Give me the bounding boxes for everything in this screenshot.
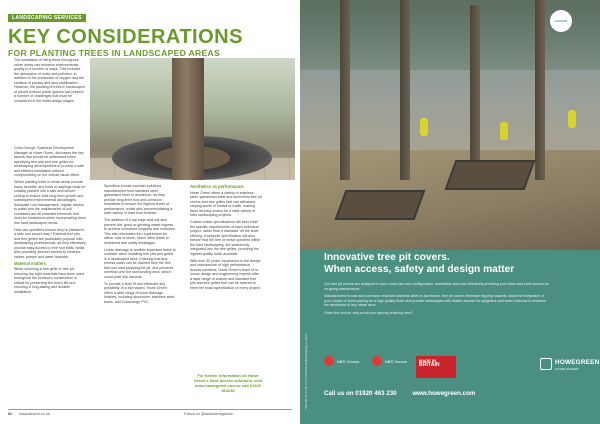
photo-credit-text: Tree Pits from HG Ltd at Thomas at Bermondsey, London	[304, 333, 308, 410]
column-heading: Aesthetics vs performance	[190, 184, 244, 189]
nbs-chorus-badge	[324, 356, 359, 366]
tree-grille-photo	[90, 58, 295, 180]
tree-trunk	[535, 0, 545, 180]
logo-subtext: FLOOR ACCESS	[555, 367, 579, 371]
ad-body	[324, 282, 552, 319]
worker	[500, 122, 508, 140]
tree-pit-frame	[335, 190, 426, 220]
tree-pit-frame	[445, 160, 536, 190]
section-tag: LANDSCAPING SERVICES	[8, 14, 86, 22]
intro-column	[14, 58, 86, 106]
subhead: FOR PLANTING TREES IN LANDSCAPED AREAS	[8, 48, 221, 58]
ad-headline	[324, 252, 584, 276]
ad-paragraph: Our tree pit covers are designed to your exact size and configuration, accessible and cost-effectively providing your trees and shelf access for on-going maintenance.	[324, 282, 549, 291]
column-heading: Material matters	[14, 260, 47, 266]
paragraph: Chris George, Business Development Manager at Howe Green, discusses the key factors that should be addressed when specifying tree pits and tree grilles for landscaping developments to provide a safe and efficient installation without compromising on the overall visual effect.	[14, 146, 85, 177]
phone-number[interactable]: Call us on 01920 463 230	[324, 390, 397, 397]
badge-label: NBS Source	[385, 358, 408, 364]
paragraph: Whilst planting trees in urban areas provide many benefits, any trees or saplings must be suitably planted into a safe and secure setting to ensure their long term growth and subsequent environmental advantages. Adequate root management, regular access to water and the maintenance of soil conditions are all essential elements that must be considered when incorporating trees into hard landscaped areas.	[14, 180, 86, 225]
paragraph: How can specifiers ensure they're planted in a safe and secure way? External tree pits and tree grilles are particularly popular with landscaping professionals, as they effectively provide easy access to tree root balls, whilst also providing discreet access to electrics, valves, pumps and water features.	[14, 227, 86, 259]
page-footer	[8, 409, 292, 416]
footer-twitter[interactable]: Follow us @landudmagazine	[184, 412, 233, 416]
paragraph: Specifiers should consider solutions manufactured from stainless steel, galvanised steel or aluminium, as they provide long-term rust and corrosion resistance to ensure the highest levels of performance, whilst also accommodating a wide variety of hard floor finishes.	[104, 184, 173, 215]
paragraph: Howe Green offers a variety of stainless steel, galvanised steel and aluminium tree pit covers and tree grilles that can withstand varying levels of footfall or traffic, making them an easy choice for a wide variety of hard landscaping projects.	[190, 190, 262, 217]
nbs-icon	[372, 356, 382, 366]
call-bar	[324, 390, 475, 397]
tree-trunk	[340, 0, 350, 180]
made-in-britain-badge	[416, 356, 456, 378]
advert-page	[300, 0, 600, 424]
contact-info: For further information on Howe Green's floor access solutions, visit www.howegreen.com or call 01920 463230	[193, 373, 263, 393]
britain-text: BRITAIN	[419, 362, 440, 369]
logo-text: HOWEGREEN	[555, 359, 600, 366]
article-column-2	[104, 184, 176, 307]
paragraph: Linear drainage is another important factor to consider when installing tree pits and grilles in a landscaped area. Ensuring that any excess water can be drained from the tree ball root area stopping the pit, and prevents overflow onto the surrounding area, which could pose slip hazards.	[104, 247, 176, 279]
tree-trunk	[470, 5, 480, 180]
paragraph: To provide a flush fit and eliminate any possibility of a trip hazard, Howe Green offers a wide range of loose drainage finishes, including aluminium, stainless steel, brass, and Colourange PVC.	[104, 281, 176, 304]
howegreen-logo	[540, 356, 600, 382]
headline: KEY CONSIDERATIONS	[8, 26, 243, 48]
intro-paragraph: The installation of living trees throughout urban areas can enhance environmental quality in a number of ways. This includes the absorption of noise and pollution, in addition to the production of oxygen and the creation of privacy and land stabilisation. However, the planting of trees in landscaped or paved exterior public spaces can present a number of challenges that must be considered in the initial design stages.	[14, 58, 85, 103]
ad-headline-line-1: Innovative tree pit covers.	[324, 252, 450, 263]
tree-trunk	[400, 0, 410, 180]
photo-credit	[304, 240, 307, 410]
worker	[568, 110, 576, 128]
paragraph: Custom made specifications will best meet the specific requirements of each individual project, rather than a standard 'off the shelf' offering. A bespoke specification will also ensure that the tree of metal specified within the hard landscaping, are seamlessly integrated into the tree grilles, providing the highest quality finish available.	[190, 220, 261, 256]
page-number: 82	[8, 412, 13, 416]
article-column-3	[190, 184, 262, 293]
badge-label: NBS Chorus	[337, 358, 360, 364]
footer-site[interactable]: www.landud.co.uk	[19, 412, 50, 416]
website-link[interactable]: www.howegreen.com	[412, 390, 476, 397]
paragraph: When choosing a tree grille or tree pit, ensuring the right materials have been used throughout the product's construction is critical for preserving the tree's life and ensuring a long-lasting and durable installation.	[14, 267, 84, 294]
paragraph: With over 30 years' experience in the design and manufacture of high performance access solutions, Howe Green's team of in-house design and engineering experts offer a wide range of custom and standard tree pits and tree grilles that can be tailored to meet the exact specification of every project.	[190, 258, 261, 290]
ad-paragraph: Manufactured in cast and corrosion resistant stainless steel or aluminium, tree pit covers eliminate tripping hazards, allow the integration of your choice of stone paving for a high quality finish and provide landscapes with hidden access for uplighters and water features to enhance the aesthetics of any urban area.	[324, 294, 547, 308]
access-cover-badge: ACCESS COVER	[550, 10, 572, 32]
paragraph: The addition of a top edge seal will also prevent dirt, grout or grinding waste ingress to achieve increased longevity and reduction. This also eliminates the requirement for slither cuts of stone, which often leads to restrained and costly breakages.	[104, 218, 176, 245]
nbs-source-badge	[372, 356, 407, 366]
ad-headline-line-2: When access, safety and design matter	[324, 264, 515, 275]
ad-paragraph: Given the choice, why would you specify anything less?	[324, 310, 413, 315]
article-column-1	[14, 146, 86, 297]
tree-trunk	[172, 58, 204, 180]
logo-mark-icon	[540, 358, 552, 370]
worker	[420, 118, 428, 136]
made-in-text: MADE IN	[419, 358, 436, 363]
installation-photo	[300, 0, 600, 250]
nbs-icon	[324, 356, 334, 366]
